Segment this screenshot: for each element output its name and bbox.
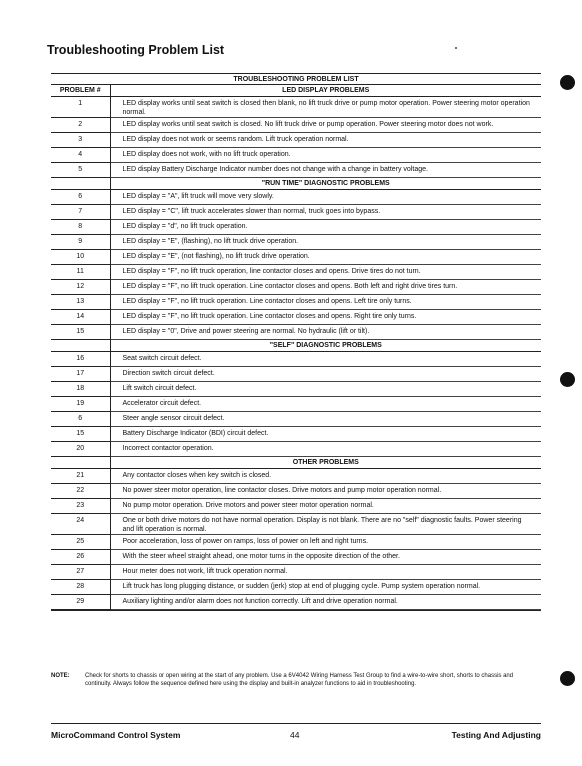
table-row bbox=[51, 310, 541, 325]
table-row bbox=[51, 565, 541, 580]
problem-number: 17 bbox=[51, 367, 110, 382]
table-row bbox=[51, 280, 541, 295]
section-heading-spacer bbox=[51, 457, 110, 469]
problem-number: 19 bbox=[51, 397, 110, 412]
binder-hole-middle bbox=[560, 372, 575, 387]
problem-number: 27 bbox=[51, 565, 110, 580]
problem-description: One or both drive motors do not have normal operation. Display is not blank. There are no "self" diagnostic faults. Power steering and lift operation is normal. bbox=[110, 514, 541, 535]
problem-description: No pump motor operation. Drive motors and power steer motor operation normal. bbox=[110, 499, 541, 514]
note-text: Check for shorts to chassis or open wiring at the start of any problem. Use a 6V4042 Wiring Harness Test Group to find a wire-to-wire short, shorts to chassis and continuity. Always follow the sequence defined here using the display and built-in analyzer functions to aid in troubleshooting. bbox=[85, 673, 514, 687]
problem-description: Poor acceleration, loss of power on ramps, loss of power on left and right turns. bbox=[110, 535, 541, 550]
binder-hole-top bbox=[560, 75, 575, 90]
footer-manual-title: MicroCommand Control System bbox=[51, 730, 181, 740]
table-row bbox=[51, 514, 541, 535]
table-row bbox=[51, 550, 541, 565]
section-heading-row bbox=[51, 178, 541, 190]
problem-description: LED display = "F", no lift truck operation. Line contactor closes and opens. Left tire only turns. bbox=[110, 295, 541, 310]
table-row bbox=[51, 580, 541, 595]
problem-number: 26 bbox=[51, 550, 110, 565]
section-heading: LED DISPLAY PROBLEMS bbox=[110, 85, 541, 97]
table-row bbox=[51, 499, 541, 514]
problem-description: LED display does not work or seems random. Lift truck operation normal. bbox=[110, 133, 541, 148]
table-row bbox=[51, 205, 541, 220]
problem-description: LED display = "E", (not flashing), no lift truck drive operation. bbox=[110, 250, 541, 265]
table-row bbox=[51, 325, 541, 340]
problem-number: 2 bbox=[51, 118, 110, 133]
column-header-problem: PROBLEM # bbox=[51, 85, 110, 97]
table-row bbox=[51, 148, 541, 163]
table-row bbox=[51, 97, 541, 118]
table-row bbox=[51, 397, 541, 412]
binder-hole-bottom bbox=[560, 671, 575, 686]
table-row bbox=[51, 265, 541, 280]
problem-number: 20 bbox=[51, 442, 110, 457]
problem-description: No power steer motor operation, line contactor closes. Drive motors and pump motor operation normal. bbox=[110, 484, 541, 499]
problem-number: 24 bbox=[51, 514, 110, 535]
problem-number: 13 bbox=[51, 295, 110, 310]
problem-number: 7 bbox=[51, 205, 110, 220]
table-row bbox=[51, 595, 541, 610]
table-title-row bbox=[51, 74, 541, 85]
table-row bbox=[51, 427, 541, 442]
page-number: 44 bbox=[290, 730, 300, 740]
problem-number: 23 bbox=[51, 499, 110, 514]
problem-description: Auxiliary lighting and/or alarm does not function correctly. Lift and drive operation normal. bbox=[110, 595, 541, 610]
problem-number: 15 bbox=[51, 427, 110, 442]
table-row bbox=[51, 118, 541, 133]
problem-description: LED display = "A", lift truck will move very slowly. bbox=[110, 190, 541, 205]
problem-description: LED display works until seat switch is closed then blank, no lift truck drive or pump motor operation. Power steering motor operation normal. bbox=[110, 97, 541, 118]
troubleshooting-table bbox=[51, 74, 541, 610]
table-row bbox=[51, 235, 541, 250]
table-row bbox=[51, 535, 541, 550]
problem-number: 18 bbox=[51, 382, 110, 397]
problem-number: 3 bbox=[51, 133, 110, 148]
section-heading: "RUN TIME" DIAGNOSTIC PROBLEMS bbox=[110, 178, 541, 190]
table-row bbox=[51, 412, 541, 427]
problem-description: LED display works until seat switch is closed. No lift truck drive or pump operation. Power steering motor does not work. bbox=[110, 118, 541, 133]
page-title: Troubleshooting Problem List bbox=[47, 43, 225, 57]
section-heading-row bbox=[51, 457, 541, 469]
table-row bbox=[51, 484, 541, 499]
problem-description: Steer angle sensor circuit defect. bbox=[110, 412, 541, 427]
scan-speck bbox=[455, 47, 457, 49]
section-heading: "SELF" DIAGNOSTIC PROBLEMS bbox=[110, 340, 541, 352]
problem-number: 8 bbox=[51, 220, 110, 235]
problem-number: 6 bbox=[51, 412, 110, 427]
table-row bbox=[51, 367, 541, 382]
problem-description: LED display = "F", no lift truck operation, line contactor closes and opens. Drive tires do not turn. bbox=[110, 265, 541, 280]
section-heading-row bbox=[51, 340, 541, 352]
footer-divider bbox=[51, 723, 541, 724]
problem-description: Battery Discharge Indicator (BDI) circuit defect. bbox=[110, 427, 541, 442]
footer-section-title: Testing And Adjusting bbox=[451, 730, 541, 740]
problem-description: LED display = "C", lift truck accelerates slower than normal, truck goes into bypass. bbox=[110, 205, 541, 220]
problem-description: LED display = "0", Drive and power steering are normal. No hydraulic (lift or tilt). bbox=[110, 325, 541, 340]
problem-number: 1 bbox=[51, 97, 110, 118]
problem-description: Seat switch circuit defect. bbox=[110, 352, 541, 367]
problem-description: LED display = "d", no lift truck operation. bbox=[110, 220, 541, 235]
problem-number: 11 bbox=[51, 265, 110, 280]
problem-number: 28 bbox=[51, 580, 110, 595]
problem-description: Lift truck has long plugging distance, or sudden (jerk) stop at end of plugging cycle. Pump system operation normal. bbox=[110, 580, 541, 595]
table-row bbox=[51, 163, 541, 178]
troubleshooting-table-container bbox=[51, 73, 541, 611]
problem-description: LED display = "E", (flashing), no lift truck drive operation. bbox=[110, 235, 541, 250]
problem-description: LED display = "F", no lift truck operation. Line contactor closes and opens. Both left and right drive tires turn. bbox=[110, 280, 541, 295]
problem-description: Any contactor closes when key switch is closed. bbox=[110, 469, 541, 484]
problem-number: 9 bbox=[51, 235, 110, 250]
problem-description: LED display = "F", no lift truck operation. Line contactor closes and opens. Right tire only turns. bbox=[110, 310, 541, 325]
table-row bbox=[51, 133, 541, 148]
table-row bbox=[51, 190, 541, 205]
problem-description: Direction switch circuit defect. bbox=[110, 367, 541, 382]
table-row bbox=[51, 220, 541, 235]
problem-number: 25 bbox=[51, 535, 110, 550]
problem-number: 21 bbox=[51, 469, 110, 484]
note-label: NOTE: bbox=[51, 673, 70, 679]
problem-number: 29 bbox=[51, 595, 110, 610]
problem-description: Hour meter does not work, lift truck operation normal. bbox=[110, 565, 541, 580]
table-row bbox=[51, 352, 541, 367]
section-heading-spacer bbox=[51, 340, 110, 352]
problem-description: LED display Battery Discharge Indicator number does not change with a change in battery voltage. bbox=[110, 163, 541, 178]
problem-description: LED display does not work, with no lift truck operation. bbox=[110, 148, 541, 163]
section-heading: OTHER PROBLEMS bbox=[110, 457, 541, 469]
table-row bbox=[51, 442, 541, 457]
problem-number: 5 bbox=[51, 163, 110, 178]
problem-description: Incorrect contactor operation. bbox=[110, 442, 541, 457]
problem-number: 4 bbox=[51, 148, 110, 163]
problem-number: 14 bbox=[51, 310, 110, 325]
problem-description: With the steer wheel straight ahead, one motor turns in the opposite direction of the other. bbox=[110, 550, 541, 565]
problem-description: Lift switch circuit defect. bbox=[110, 382, 541, 397]
problem-number: 12 bbox=[51, 280, 110, 295]
problem-description: Accelerator circuit defect. bbox=[110, 397, 541, 412]
problem-number: 16 bbox=[51, 352, 110, 367]
table-row bbox=[51, 469, 541, 484]
table-title: TROUBLESHOOTING PROBLEM LIST bbox=[51, 74, 541, 85]
section-heading-spacer bbox=[51, 178, 110, 190]
table-row bbox=[51, 382, 541, 397]
problem-number: 6 bbox=[51, 190, 110, 205]
problem-number: 22 bbox=[51, 484, 110, 499]
table-row bbox=[51, 250, 541, 265]
column-header-row bbox=[51, 85, 541, 97]
problem-number: 15 bbox=[51, 325, 110, 340]
table-row bbox=[51, 295, 541, 310]
problem-number: 10 bbox=[51, 250, 110, 265]
